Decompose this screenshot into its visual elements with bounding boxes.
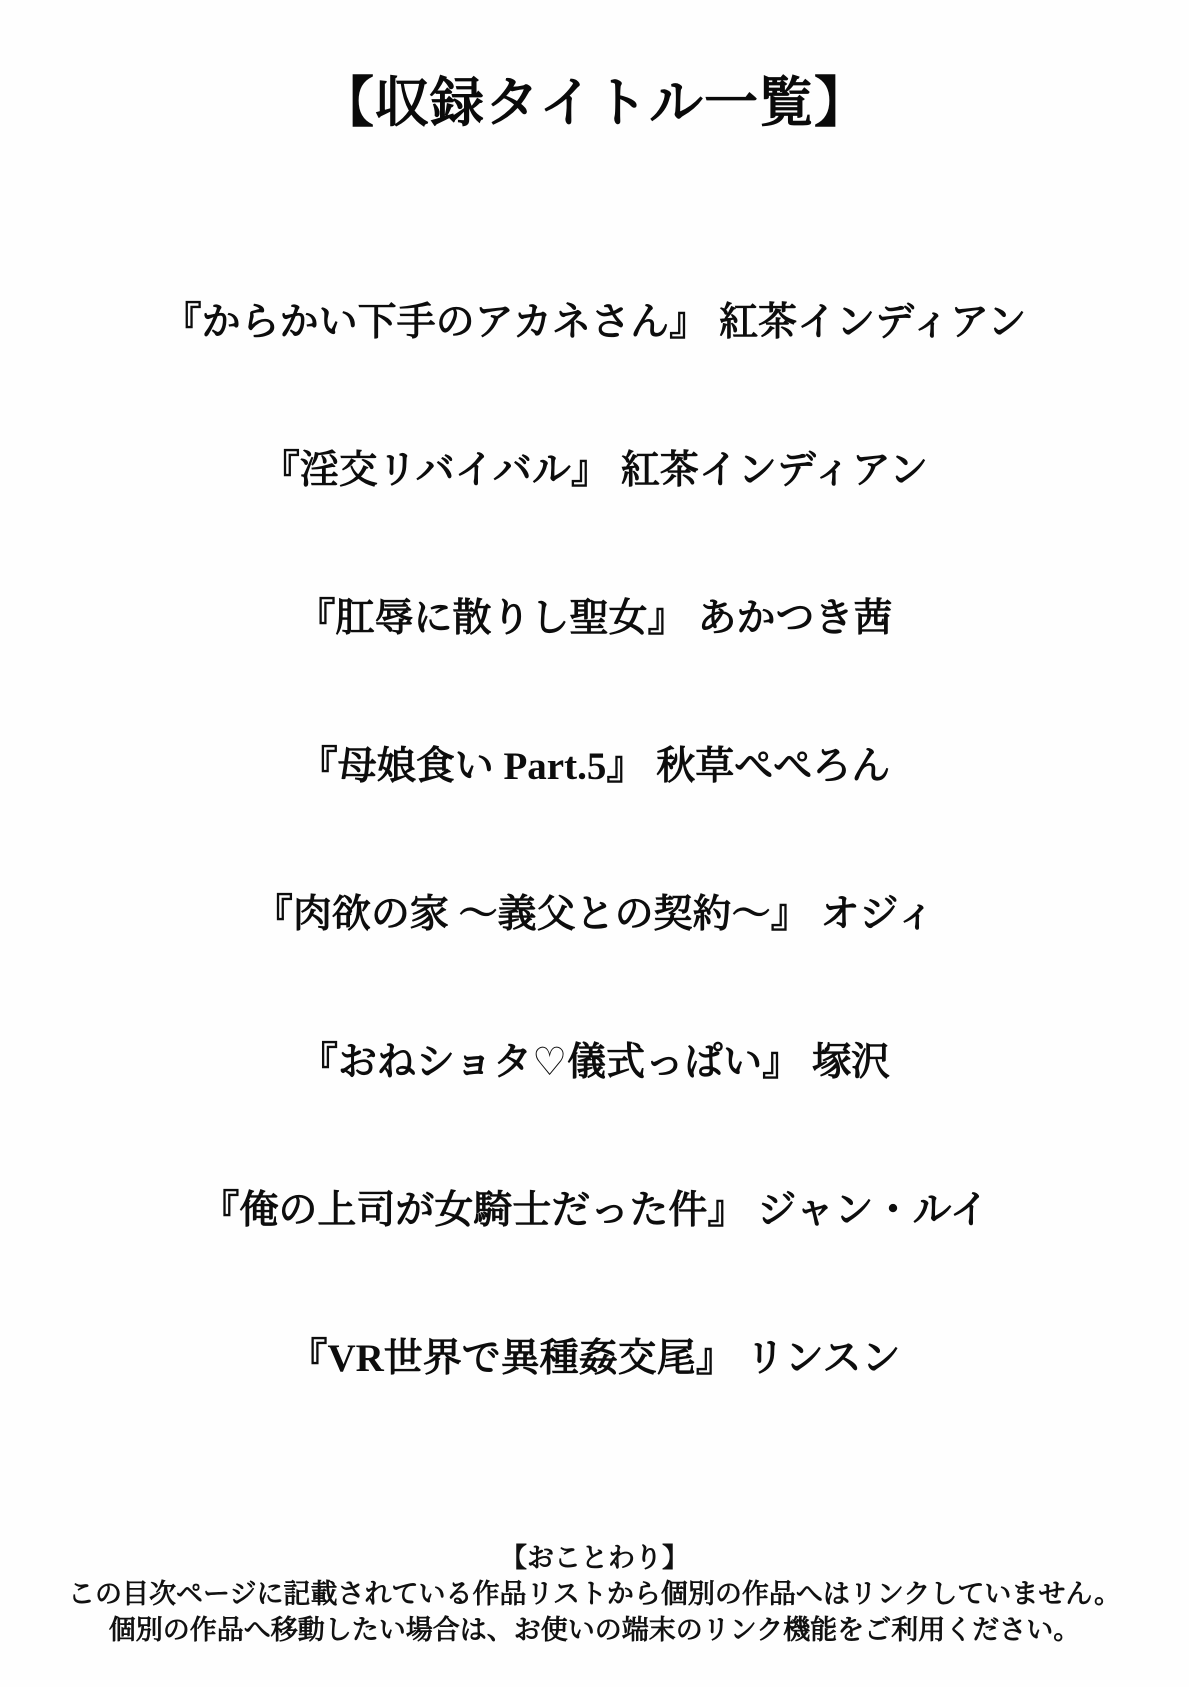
work-title: 『母娘食い Part.5』 (298, 745, 646, 788)
work-title: 『おねショタ♡儀式っぱい』 (298, 1041, 802, 1084)
work-author: 秋草ぺぺろん (656, 745, 891, 788)
work-author: リンスン (745, 1337, 901, 1380)
work-author: ジャン・ルイ (757, 1189, 989, 1232)
notice-line-1: この目次ページに記載されている作品リストから個別の作品へはリンクしていません。 (68, 1579, 1121, 1609)
work-title: 『肛辱に散りし聖女』 (296, 597, 687, 640)
work-title: 『からかい下手のアカネさん』 (162, 301, 709, 344)
work-title: 『肉欲の家 ～義父との契約～』 (253, 893, 810, 936)
work-title: 『VR世界で異種姦交尾』 (288, 1337, 735, 1380)
toc-entry-5 (0, 892, 1189, 938)
notice-line-2: 個別の作品へ移動したい場合は、お使いの端末のリンク機能をご利用ください。 (108, 1615, 1081, 1645)
work-author: 塚沢 (812, 1041, 891, 1084)
toc-list (0, 300, 1189, 1484)
toc-entry-6 (0, 1040, 1189, 1086)
page-title: 【収録タイトル一覧】 (320, 73, 869, 133)
toc-entry-7 (0, 1188, 1189, 1234)
toc-entry-2 (0, 448, 1189, 494)
notice-heading: 【おことわり】 (500, 1543, 689, 1573)
toc-entry-1 (0, 300, 1189, 346)
work-author: 紅茶インディアン (719, 301, 1027, 344)
notice-section (0, 1540, 1189, 1648)
toc-entry-3 (0, 596, 1189, 642)
work-author: あかつき茜 (697, 597, 893, 640)
work-author: 紅茶インディアン (620, 449, 929, 492)
work-title: 『俺の上司が女騎士だった件』 (200, 1189, 747, 1232)
work-author: オジィ (820, 893, 936, 936)
toc-entry-8 (0, 1336, 1189, 1382)
work-title: 『淫交リバイバル』 (260, 449, 610, 492)
toc-entry-4 (0, 744, 1189, 790)
